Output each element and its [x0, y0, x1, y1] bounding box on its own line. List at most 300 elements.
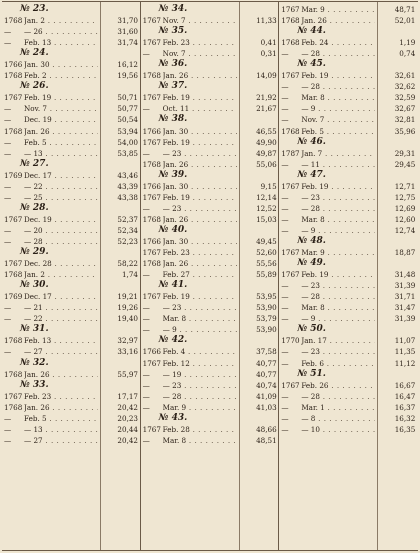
table-row [279, 269, 418, 280]
value-cell: 35,96 [379, 126, 415, 137]
year-cell: — [142, 435, 150, 445]
entry-number-heading: № 36. [158, 59, 188, 70]
date-cell: Feb. 5 . . . [301, 126, 375, 137]
entry-number-heading: № 27. [20, 158, 49, 169]
year-cell: 1768 [4, 16, 23, 26]
value-cell: 0,31 [241, 48, 277, 59]
table-row [141, 247, 279, 258]
year-cell: — [4, 347, 12, 357]
table-row [2, 170, 140, 181]
value-cell: 0,41 [241, 37, 277, 48]
date-cell: Feb. 26 . . . [301, 380, 375, 391]
value-cell: 32,62 [379, 81, 415, 92]
date-cell: — 9 . . . [301, 225, 375, 236]
date-cell: — 28 . . . [301, 391, 375, 402]
value-cell: 31,60 [102, 26, 138, 37]
value-cell: 48,71 [379, 4, 415, 15]
date-cell: — 20 . . . [24, 225, 98, 236]
year-cell: 1768 [142, 259, 161, 269]
date-cell: Feb. 27 . . . [163, 269, 237, 280]
year-cell: — [281, 203, 289, 213]
table-row [141, 358, 279, 369]
table-row [2, 126, 140, 137]
table-row [141, 37, 279, 48]
table-row [279, 413, 418, 424]
date-cell: Feb. 19 . . . [163, 192, 237, 203]
value-cell: 20,23 [102, 413, 138, 424]
value-cell: 20,42 [102, 402, 138, 413]
value-cell: 11,07 [379, 335, 415, 346]
table-row [279, 4, 418, 15]
value-cell: 55,89 [241, 269, 277, 280]
table-row [141, 291, 279, 302]
year-cell: — [281, 413, 289, 423]
date-cell: Mar. 9 . . . [301, 4, 375, 15]
value-cell: 1,74 [102, 269, 138, 280]
year-cell: — [281, 314, 289, 324]
value-cell: 53,85 [102, 148, 138, 159]
date-cell: — 28 . . . [301, 81, 375, 92]
year-cell: 1768 [4, 71, 23, 81]
table-row [279, 424, 418, 435]
value-cell: 12,14 [241, 192, 277, 203]
entry-number-heading: № 49. [297, 258, 326, 269]
value-cell: 41,03 [241, 402, 277, 413]
year-cell: — [281, 347, 289, 357]
year-cell: 1766 [142, 347, 161, 357]
year-cell: — [4, 181, 12, 191]
value-cell: 48,66 [241, 424, 277, 435]
year-cell: — [4, 303, 12, 313]
value-cell: 49,90 [241, 137, 277, 148]
date-cell: Jan. 26 . . . [24, 402, 98, 413]
date-cell: Jan. 30 . . . [163, 181, 237, 192]
year-cell: 1768 [4, 336, 23, 346]
date-cell: Feb. 5 . . . [24, 137, 98, 148]
year-cell: — [281, 292, 289, 302]
year-cell: — [281, 402, 289, 412]
value-cell: 31,39 [379, 313, 415, 324]
table-row [141, 181, 279, 192]
table-row [141, 435, 279, 446]
value-cell: 31,47 [379, 302, 415, 313]
date-cell: Feb. 19 . . . [301, 70, 375, 81]
date-cell: Feb. 23 . . . [24, 391, 98, 402]
table-row [279, 70, 418, 81]
date-cell: Feb. 24 . . . [301, 37, 375, 48]
table-row [141, 258, 279, 269]
year-cell: — [4, 38, 12, 48]
entry-number-heading: № 31. [20, 324, 49, 335]
date-cell: — 27 . . . [24, 435, 98, 446]
year-cell: — [4, 413, 12, 423]
date-cell: — 9 . . . [301, 313, 375, 324]
value-cell: 52,23 [102, 236, 138, 247]
value-cell: 32,61 [379, 70, 415, 81]
value-cell: 50,71 [102, 92, 138, 103]
value-cell: 15,03 [241, 214, 277, 225]
year-cell: — [4, 27, 12, 37]
value-cell: 40,77 [241, 369, 277, 380]
year-cell: 1767 [281, 181, 300, 191]
year-cell: 1767 [4, 214, 23, 224]
entry-number-heading: № 45. [297, 59, 326, 70]
table-row [141, 302, 279, 313]
value-cell: 21,92 [241, 92, 277, 103]
value-cell: 58,22 [102, 258, 138, 269]
date-cell: Nov. 7 . . . [24, 103, 98, 114]
value-cell: 11,12 [379, 358, 415, 369]
date-cell: Mar. 9 . . . [163, 402, 237, 413]
value-cell: 53,90 [241, 302, 277, 313]
year-cell: — [281, 225, 289, 235]
table-row [2, 236, 140, 247]
value-cell: 50,77 [102, 103, 138, 114]
table-row [279, 335, 418, 346]
table-row [279, 391, 418, 402]
year-cell: 1767 [142, 38, 161, 48]
value-cell: 31,39 [379, 280, 415, 291]
date-cell: Nov. 7 . . . [163, 15, 237, 26]
date-cell: Feb. 28 . . . [163, 424, 237, 435]
value-cell: 16,12 [102, 59, 138, 70]
value-cell: 16,37 [379, 402, 415, 413]
date-cell: Dec. 17 . . . [24, 170, 98, 181]
table-row [141, 369, 279, 380]
value-cell: 17,17 [102, 391, 138, 402]
year-cell: 1768 [4, 126, 23, 136]
value-cell: 31,71 [379, 291, 415, 302]
value-cell: 1,19 [379, 37, 415, 48]
year-cell: 1767 [142, 358, 161, 368]
value-cell: 11,33 [241, 15, 277, 26]
table-row [279, 291, 418, 302]
year-cell: — [281, 104, 289, 114]
entry-number-heading: № 40. [158, 224, 188, 235]
value-cell: 20,44 [102, 424, 138, 435]
value-cell: 16,35 [379, 424, 415, 435]
value-cell: 20,42 [102, 435, 138, 446]
year-cell: 1767 [281, 71, 300, 81]
value-cell: 37,58 [241, 346, 277, 357]
table-row [2, 435, 140, 446]
year-cell: — [142, 203, 150, 213]
year-cell: 1767 [281, 5, 300, 14]
table-row [2, 391, 140, 402]
table-row [141, 192, 279, 203]
table-row [279, 302, 418, 313]
value-cell: 11,35 [379, 346, 415, 357]
year-cell: 1767 [142, 192, 161, 202]
table-row [141, 380, 279, 391]
table-row [279, 48, 418, 59]
table-row [2, 15, 140, 26]
year-cell: 1766 [142, 126, 161, 136]
value-cell: 16,32 [379, 413, 415, 424]
value-cell: 31,48 [379, 269, 415, 280]
date-cell: Mar. 9 . . . [301, 247, 375, 258]
date-cell: Feb. 23 . . . [163, 247, 237, 258]
year-cell: 1768 [281, 126, 300, 136]
date-cell: Jan. 26 . . . [24, 369, 98, 380]
date-cell: Mar. 1 . . . [301, 402, 375, 413]
date-cell: — 28 . . . [301, 291, 375, 302]
entry-number-heading: № 34. [158, 4, 188, 14]
year-cell: — [4, 435, 12, 445]
date-cell: Feb. 19 . . . [301, 269, 375, 280]
value-cell: 12,75 [379, 192, 415, 203]
table-row [279, 280, 418, 291]
year-cell: 1767 [4, 391, 23, 401]
value-cell: 16,67 [379, 380, 415, 391]
year-cell: — [142, 303, 150, 313]
year-cell: 1770 [281, 336, 300, 346]
year-cell: 1768 [4, 369, 23, 379]
value-cell: 46,55 [241, 126, 277, 137]
date-cell: — 19 . . . [163, 369, 237, 380]
year-cell: 1767 [142, 424, 161, 434]
date-cell: Dec. 17 . . . [24, 291, 98, 302]
table-row [279, 346, 418, 357]
table-row [279, 15, 418, 26]
date-cell: Feb. 23 . . . [163, 37, 237, 48]
table-row [279, 358, 418, 369]
entry-number-heading: № 46. [297, 136, 326, 147]
table-row [141, 15, 279, 26]
year-cell: — [142, 325, 150, 335]
table-row [2, 137, 140, 148]
year-cell: — [4, 314, 12, 324]
table-row [141, 269, 279, 280]
date-cell: Feb. 13 . . . [24, 37, 98, 48]
year-cell: 1767 [142, 137, 161, 147]
year-cell: — [142, 49, 150, 59]
table-row [2, 148, 140, 159]
date-cell: Jan. 30 . . . [163, 126, 237, 137]
date-cell: — 23 . . . [301, 280, 375, 291]
value-cell: 31,74 [102, 37, 138, 48]
year-cell: 1769 [4, 170, 23, 180]
table-column-1 [2, 2, 141, 550]
table-column-2 [141, 2, 280, 550]
date-cell: Nov. 7 . . . [163, 48, 237, 59]
date-cell: — 22 . . . [24, 181, 98, 192]
table-column-3 [279, 2, 418, 550]
value-cell: 21,67 [241, 103, 277, 114]
year-cell: — [281, 93, 289, 103]
value-cell: 53,90 [241, 324, 277, 335]
value-cell: 43,46 [102, 170, 138, 181]
table-row [141, 126, 279, 137]
entry-number-heading: № 26. [20, 81, 49, 92]
date-cell: Dec. 19 . . . [24, 114, 98, 125]
year-cell: 1787 [281, 148, 300, 158]
value-cell: 40,77 [241, 358, 277, 369]
table-row [279, 192, 418, 203]
value-cell: 41,09 [241, 391, 277, 402]
date-cell: Mar. 8 . . . [163, 313, 237, 324]
value-cell: 52,37 [102, 214, 138, 225]
table-row [141, 424, 279, 435]
table-row [2, 103, 140, 114]
value-cell: 12,69 [379, 203, 415, 214]
date-cell: Jan. 30 . . . [24, 59, 98, 70]
entry-number-heading: № 33. [20, 379, 49, 390]
entry-number-heading: № 51. [297, 368, 326, 379]
date-cell: — 23 . . . [163, 148, 237, 159]
value-cell: 0,74 [379, 48, 415, 59]
table-row [2, 70, 140, 81]
date-cell: — 21 . . . [24, 302, 98, 313]
table-row [2, 291, 140, 302]
date-cell: Feb. 12 . . . [163, 358, 237, 369]
year-cell: — [281, 49, 289, 59]
date-cell: Nov. 7 . . . [301, 114, 375, 125]
table-row [2, 26, 140, 37]
entry-number-heading: № 47. [297, 169, 326, 180]
value-cell: 53,95 [241, 291, 277, 302]
value-cell: 12,52 [241, 203, 277, 214]
date-cell: Feb. 19 . . . [163, 92, 237, 103]
year-cell: 1766 [142, 181, 161, 191]
value-cell: 32,81 [379, 114, 415, 125]
table-row [279, 81, 418, 92]
value-cell: 19,56 [102, 70, 138, 81]
value-cell: 12,71 [379, 181, 415, 192]
date-cell: — 25 . . . [24, 192, 98, 203]
date-cell: — 9 . . . [163, 324, 237, 335]
table-row [141, 48, 279, 59]
table-row [2, 192, 140, 203]
table-row [2, 269, 140, 280]
date-cell: Feb. 2 . . . [24, 70, 98, 81]
entry-number-heading: № 23. [20, 4, 49, 14]
table-row [279, 247, 418, 258]
year-cell: — [281, 358, 289, 368]
value-cell: 43,38 [102, 192, 138, 203]
table-row [141, 92, 279, 103]
year-cell: 1767 [281, 248, 300, 258]
year-cell: 1769 [4, 292, 23, 302]
table-row [2, 402, 140, 413]
entry-number-heading: № 38. [158, 114, 188, 125]
value-cell: 54,00 [102, 137, 138, 148]
table-row [2, 302, 140, 313]
date-cell: Dec. 28 . . . [24, 258, 98, 269]
date-cell: Jan. 26 . . . [163, 214, 237, 225]
entry-number-heading: № 24. [20, 48, 49, 59]
year-cell: 1767 [142, 292, 161, 302]
table-row [2, 413, 140, 424]
date-cell: — 22 . . . [24, 313, 98, 324]
year-cell: 1768 [4, 402, 23, 412]
table-row [279, 313, 418, 324]
year-cell: 1767 [4, 259, 23, 269]
table-row [279, 402, 418, 413]
year-cell: — [142, 104, 150, 114]
date-cell: Jan. 2 . . . [24, 15, 98, 26]
table-row [141, 236, 279, 247]
value-cell: 9,15 [241, 181, 277, 192]
date-cell: — 23 . . . [163, 203, 237, 214]
value-cell: 52,60 [241, 247, 277, 258]
table-row [141, 214, 279, 225]
table-row [2, 346, 140, 357]
entry-number-heading: № 39. [158, 169, 188, 180]
table-row [279, 214, 418, 225]
year-cell: 1767 [281, 380, 300, 390]
value-cell: 29,45 [379, 159, 415, 170]
date-cell: Jan. 26 . . . [163, 258, 237, 269]
value-cell: 16,47 [379, 391, 415, 402]
date-cell: Jan. 30 . . . [163, 236, 237, 247]
value-cell: 14,09 [241, 70, 277, 81]
year-cell: 1768 [142, 214, 161, 224]
date-cell: — 28 . . . [301, 203, 375, 214]
year-cell: 1768 [281, 38, 300, 48]
value-cell: 32,59 [379, 92, 415, 103]
table-row [2, 424, 140, 435]
value-cell: 48,51 [241, 435, 277, 446]
value-cell: 33,16 [102, 346, 138, 357]
year-cell: — [142, 314, 150, 324]
date-cell: Jan. 26 . . . [163, 159, 237, 170]
value-cell: 50,54 [102, 114, 138, 125]
date-cell: — 23 . . . [301, 192, 375, 203]
value-cell: 29,31 [379, 148, 415, 159]
date-cell: — 26 . . . [24, 26, 98, 37]
value-cell: 40,74 [241, 380, 277, 391]
date-cell: — 8 . . . [301, 413, 375, 424]
year-cell: 1768 [142, 159, 161, 169]
year-cell: — [281, 115, 289, 125]
table-row [279, 103, 418, 114]
date-cell: Jan. 26 . . . [301, 15, 375, 26]
value-cell: 52,01 [379, 15, 415, 26]
year-cell: 1766 [4, 60, 23, 70]
table-row [141, 346, 279, 357]
value-cell: 18,87 [379, 247, 415, 258]
table-row [141, 203, 279, 214]
table-row [141, 313, 279, 324]
entry-number-heading: № 35. [158, 26, 188, 37]
year-cell: — [281, 214, 289, 224]
date-cell: Jan. 26 . . . [163, 70, 237, 81]
table-row [141, 148, 279, 159]
table-page [2, 1, 418, 551]
year-cell: — [142, 369, 150, 379]
year-cell: 1767 [142, 16, 161, 26]
date-cell: Feb. 19 . . . [163, 137, 237, 148]
year-cell: — [4, 225, 12, 235]
value-cell: 53,94 [102, 126, 138, 137]
table-row [2, 258, 140, 269]
year-cell: — [142, 391, 150, 401]
date-cell: — 13 . . . [24, 148, 98, 159]
value-cell: 55,06 [241, 159, 277, 170]
table-row [141, 324, 279, 335]
date-cell: — 23 . . . [163, 302, 237, 313]
value-cell: 55,97 [102, 369, 138, 380]
table-row [279, 37, 418, 48]
table-row [141, 103, 279, 114]
date-cell: Feb. 19 . . . [301, 181, 375, 192]
date-cell: Feb. 6 . . . [301, 358, 375, 369]
table-row [2, 59, 140, 70]
date-cell: Feb. 19 . . . [24, 92, 98, 103]
table-row [2, 214, 140, 225]
value-cell: 52,34 [102, 225, 138, 236]
